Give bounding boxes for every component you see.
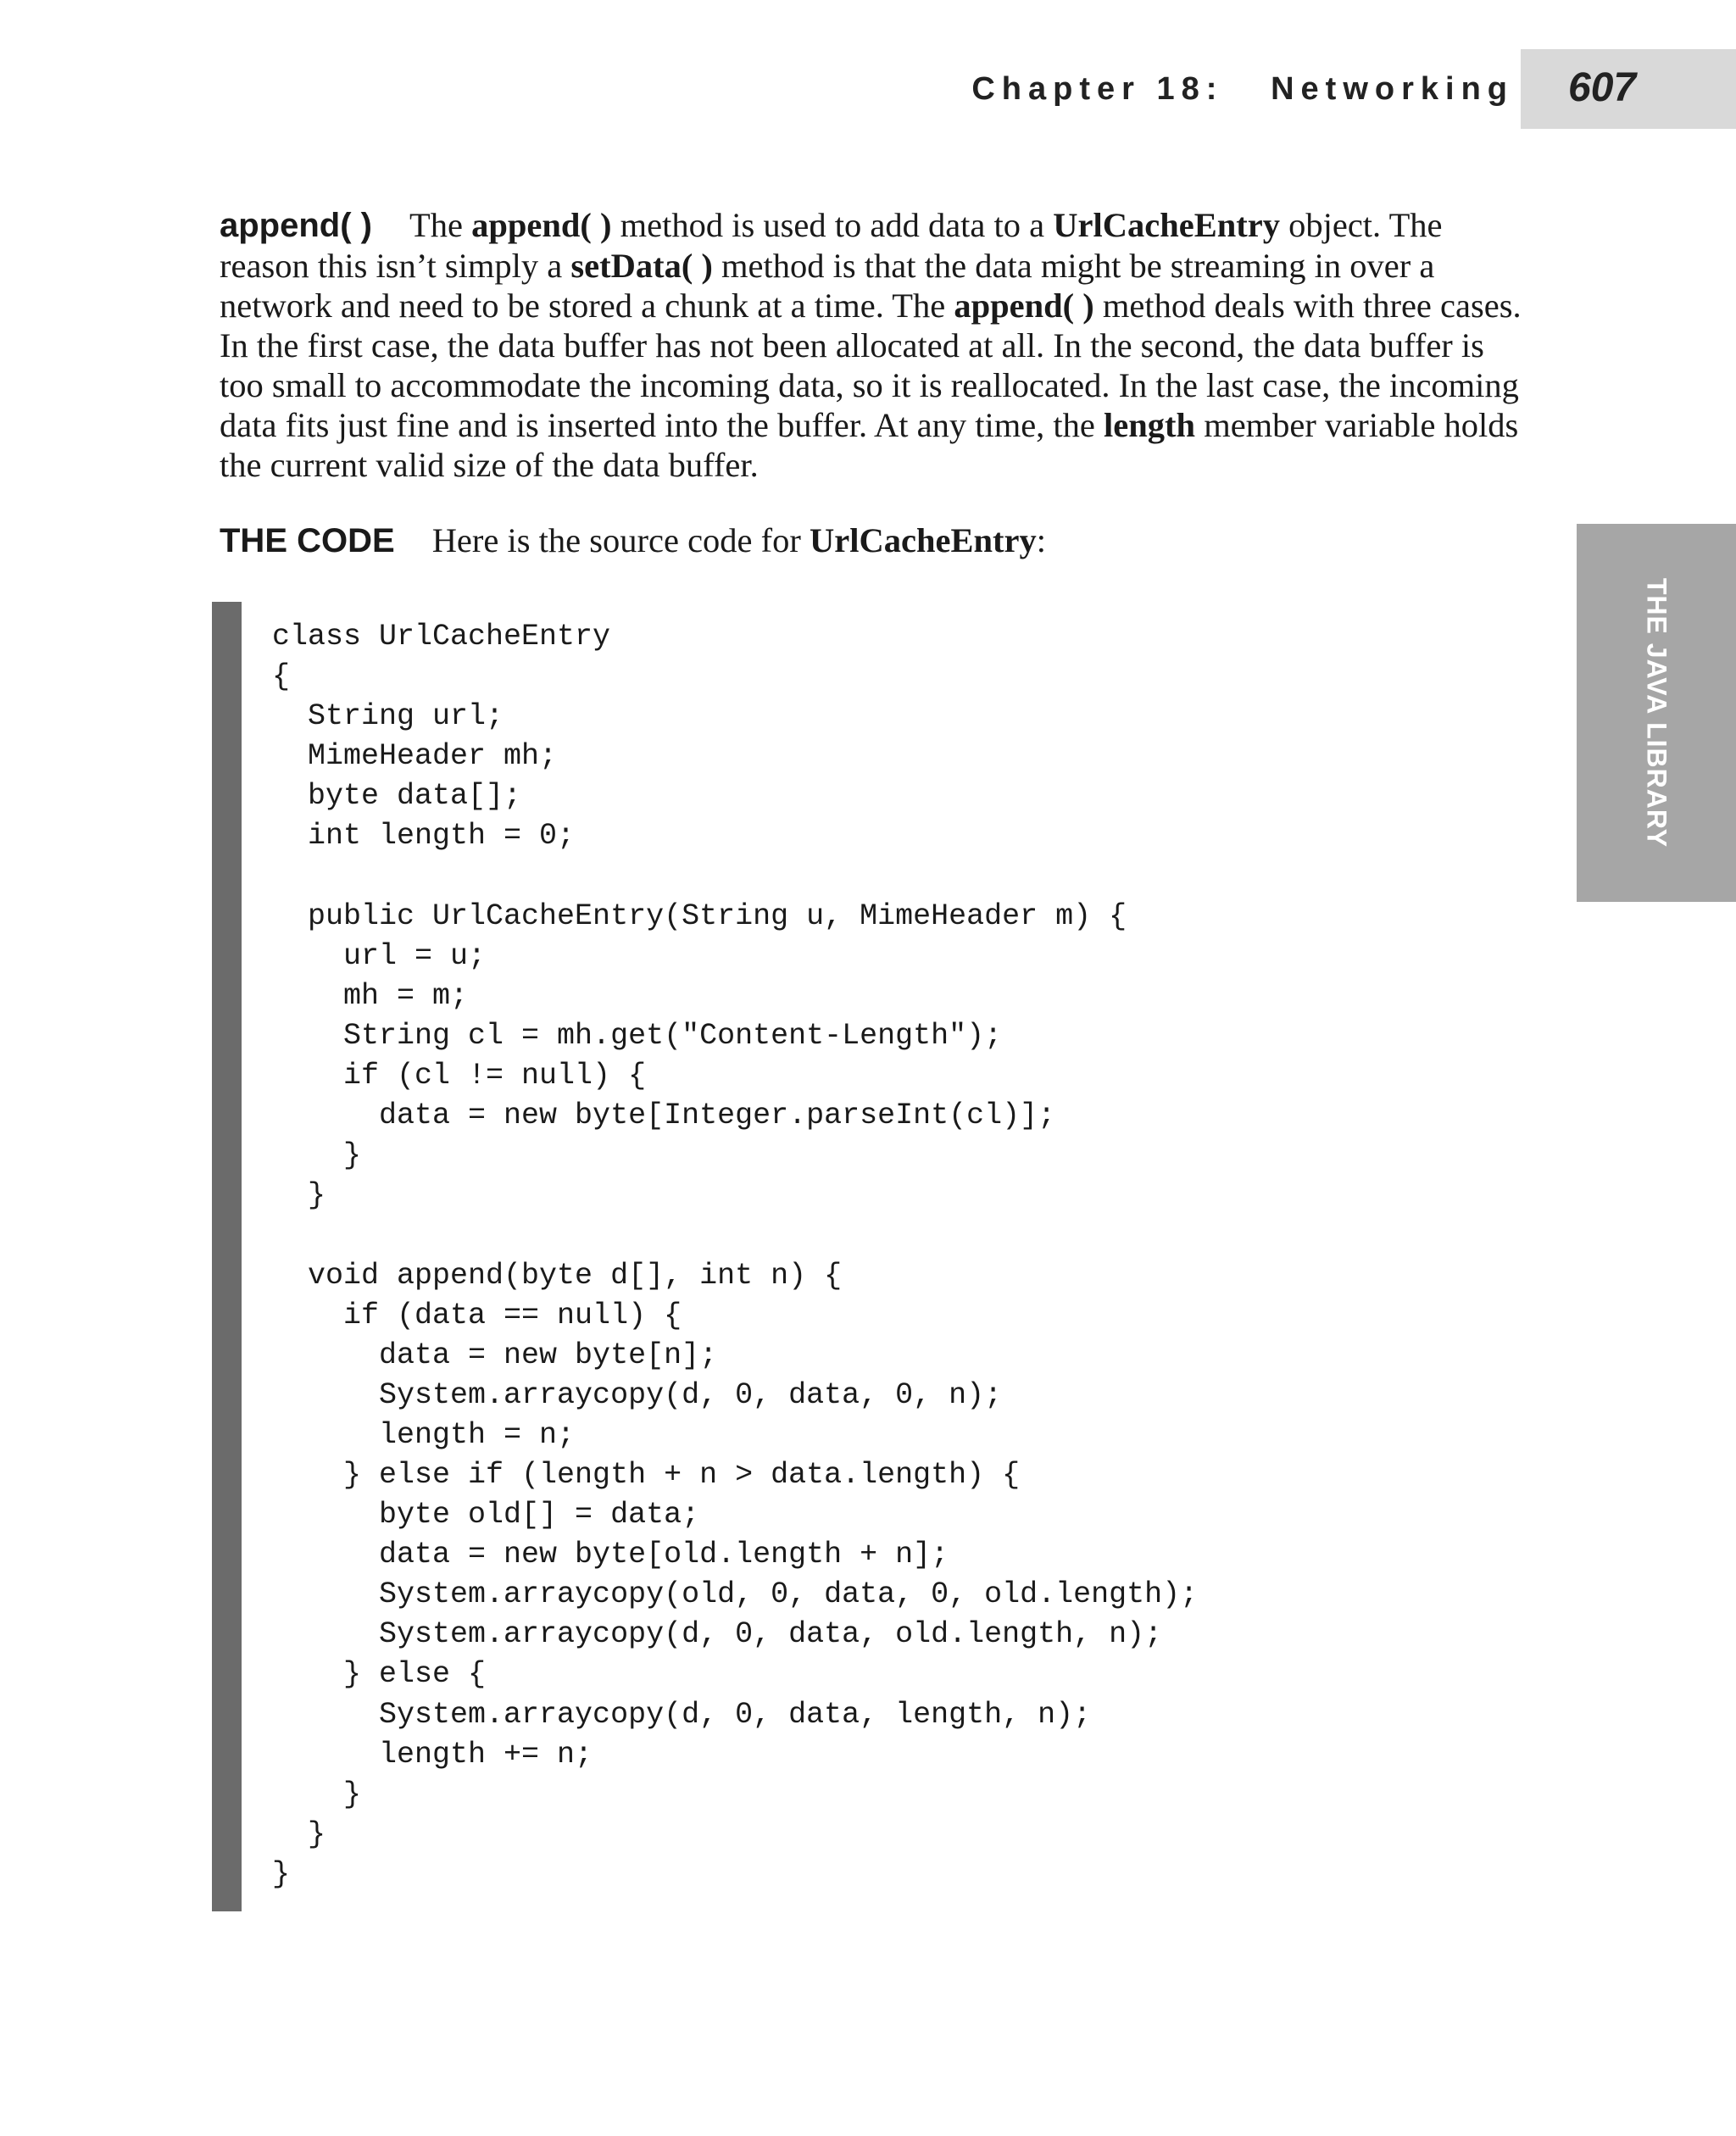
code-intro-line [220,520,1046,561]
running-header: Chapter 18: Networking [971,71,1514,107]
para-text: The [409,206,472,244]
code-line: } else if (length + n > data.length) { [272,1457,1021,1492]
para-text: method is used to add data to a [611,206,1054,244]
code-line: String cl = mh.get("Content-Length"); [272,1018,1003,1053]
code-line: if (cl != null) { [272,1059,647,1093]
code-line: } [272,1856,291,1891]
code-line: if (data == null) { [272,1298,682,1332]
code-line: } [272,1178,326,1213]
append-heading: append( ) [220,207,372,244]
code-line: MimeHeader mh; [272,739,558,774]
section-side-tab [1577,524,1736,902]
code-line: { [272,659,291,694]
code-line: } [272,1138,362,1173]
code-line: class UrlCacheEntry [272,620,611,654]
code-line: data = new byte[n]; [272,1338,718,1372]
code-intro-text: : [1036,521,1046,559]
para-text: method is that the data might be streaming in over a network and need to be stored a chunk at a time. The [220,247,1435,325]
para-text: method deals with three cases. In the first case, the data buffer has not been allocated at all. In the second, the data buffer is too small to accommodate the incoming data, so it is reallocated. In the last case, the incoming data fits just fine and is inserted into the buffer. At any time, the [220,286,1522,444]
code-line: int length = 0; [272,819,576,854]
code-line: } else { [272,1657,487,1692]
code-line: System.arraycopy(d, 0, data, 0, n); [272,1377,1003,1412]
para-bold-term: append( ) [954,286,1094,325]
para-text: member variable holds the current valid size of the data buffer. [220,406,1519,484]
code-line [272,857,1198,897]
page-number-box [1521,49,1736,129]
code-line: length = n; [272,1417,576,1452]
code-intro-text: Here is the source code for [431,521,810,559]
code-line: byte old[] = data; [272,1498,700,1532]
page-number: 607 [1568,65,1637,110]
para-text: object. The reason this isn’t simply a [220,206,1443,285]
code-intro-bold: UrlCacheEntry [810,521,1037,559]
code-line: } [272,1816,326,1851]
code-line: data = new byte[Integer.parseInt(cl)]; [272,1099,1056,1133]
para-bold-term: setData( ) [570,247,713,285]
code-line: mh = m; [272,978,469,1013]
code-block-bar [212,602,242,1911]
code-line: url = u; [272,938,487,973]
code-line: System.arraycopy(d, 0, data, length, n); [272,1697,1092,1732]
append-paragraph [220,205,1525,485]
para-bold-term: length [1104,406,1196,444]
code-line: public UrlCacheEntry(String u, MimeHeader m) { [272,898,1127,933]
code-line: String url; [272,699,504,734]
code-line: length += n; [272,1737,593,1772]
code-line: System.arraycopy(d, 0, data, old.length, n); [272,1617,1163,1652]
code-heading: THE CODE [220,522,395,559]
para-bold-term: UrlCacheEntry [1053,206,1280,244]
code-line [272,1215,1198,1255]
code-line: System.arraycopy(old, 0, data, 0, old.length); [272,1577,1199,1612]
side-tab-label: THE JAVA LIBRARY [1641,577,1672,848]
code-line: void append(byte d[], int n) { [272,1258,843,1293]
code-line: byte data[]; [272,779,522,814]
code-line: data = new byte[old.length + n]; [272,1538,949,1572]
code-line: } [272,1777,362,1811]
code-listing [272,617,1198,1894]
para-bold-term: append( ) [471,206,612,244]
